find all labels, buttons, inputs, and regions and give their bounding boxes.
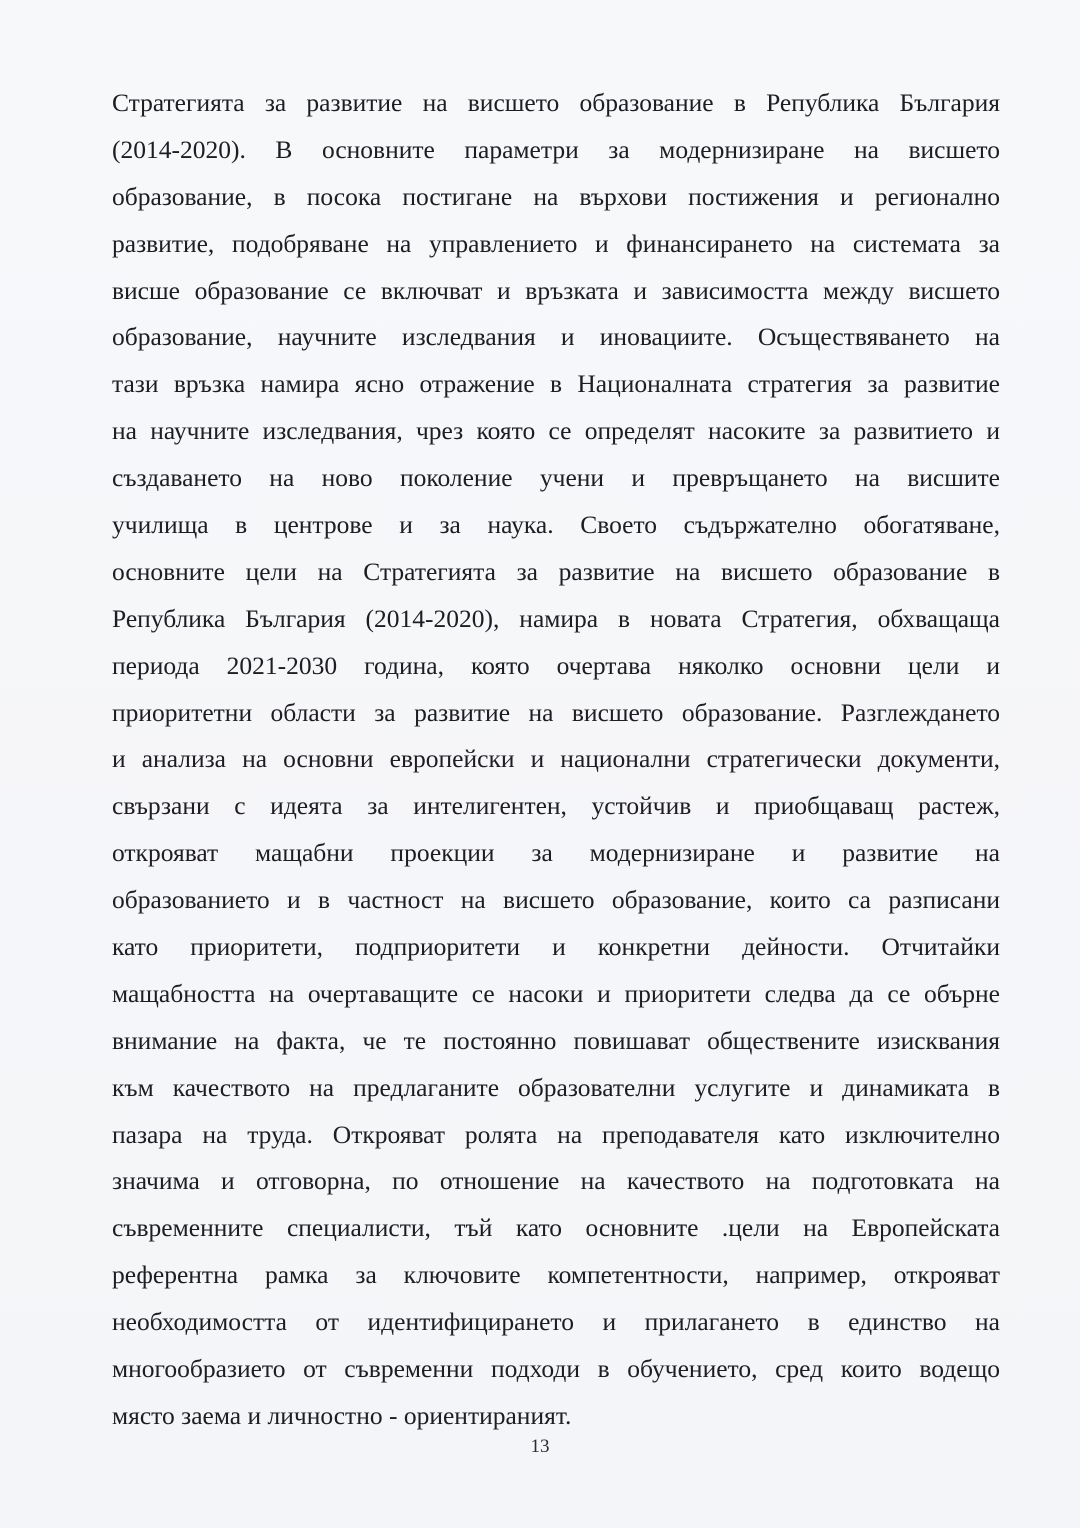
paragraph-line: открояват мащабни проекции за модернизиране и развитие на xyxy=(112,838,1000,868)
paragraph-line: на научните изследвания, чрез която се определят насоките за развитието и xyxy=(112,416,1000,446)
paragraph-line: (2014-2020). В основните параметри за модернизиране на висшето xyxy=(112,134,1000,164)
paragraph-line: към качеството на предлаганите образователни услугите и динамиката в xyxy=(112,1072,1000,1102)
paragraph-line: образование, в посока постигане на върхови постижения и регионално xyxy=(112,181,1000,211)
paragraph-line-last: място заема и личностно - ориентираният. xyxy=(112,1400,572,1430)
paragraph-line: създаването на ново поколение учени и превръщането на висшите xyxy=(112,463,1000,493)
paragraph-line: значима и отговорна, по отношение на качеството на подготовката на xyxy=(112,1166,1000,1196)
paragraph-line: основните цели на Стратегията за развитие на висшето образование в xyxy=(112,556,1000,586)
paragraph-line: Република България (2014-2020), намира в новата Стратегия, обхващаща xyxy=(112,603,1000,633)
paragraph-line: като приоритети, подприоритети и конкретни дейности. Отчитайки xyxy=(112,932,1000,962)
paragraph-line: необходимостта от идентифицирането и прилагането в единство на xyxy=(112,1307,1000,1337)
paragraph-line: референтна рамка за ключовите компетентности, например, открояват xyxy=(112,1260,1000,1290)
paragraph-line: съвременните специалисти, тъй като основните .цели на Европейската xyxy=(112,1213,1000,1243)
paragraph-line: и анализа на основни европейски и национални стратегически документи, xyxy=(112,744,1000,774)
paragraph-line: периода 2021-2030 година, която очертава няколко основни цели и xyxy=(112,650,1000,680)
paragraph-line: приоритетни области за развитие на висшето образование. Разглеждането xyxy=(112,697,1000,727)
paragraph-line: внимание на факта, че те постоянно повишават обществените изисквания xyxy=(112,1025,1000,1055)
paragraph-line: мащабността на очертаващите се насоки и приоритети следва да се обърне xyxy=(112,978,1000,1008)
paragraph-line: образование, научните изследвания и иновациите. Осъществяването на xyxy=(112,322,1000,352)
paragraph-line: пазара на труда. Открояват ролята на преподавателя като изключително xyxy=(112,1119,1000,1149)
paragraph-line: образованието и в частност на висшето образование, които са разписани xyxy=(112,885,1000,915)
paragraph-line: развитие, подобряване на управлението и финансирането на системата за xyxy=(112,228,1000,258)
paragraph-line: висше образование се включват и връзката и зависимостта между висшето xyxy=(112,275,1000,305)
page-number: 13 xyxy=(530,1436,550,1457)
body-paragraph xyxy=(112,80,1000,1440)
paragraph-line: свързани с идеята за интелигентен, устойчив и приобщаващ растеж, xyxy=(112,791,1000,821)
paragraph-line: Стратегията за развитие на висшето образование в Република България xyxy=(112,88,1000,117)
paragraph-line: училища в центрове и за наука. Своето съдържателно обогатяване, xyxy=(112,510,1000,540)
paragraph-line: тази връзка намира ясно отражение в Националната стратегия за развитие xyxy=(112,369,1000,399)
paragraph-line: многообразието от съвременни подходи в обучението, сред които водещо xyxy=(112,1354,1000,1384)
